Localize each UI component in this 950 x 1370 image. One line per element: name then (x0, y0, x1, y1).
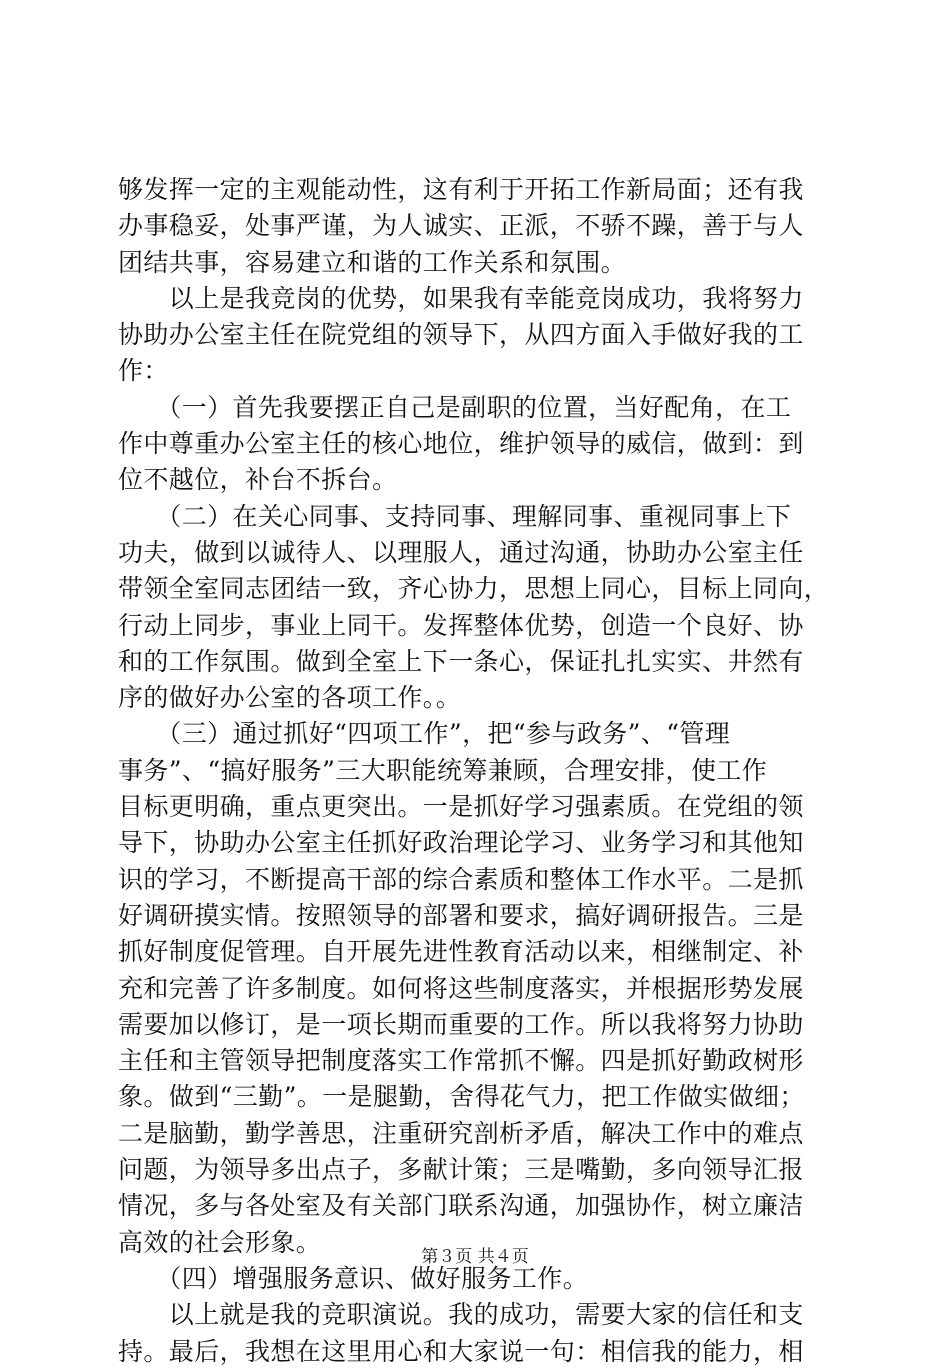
text-line: 功夫，做到以诚待人、以理服人，通过沟通，协助办公室主任 (118, 537, 804, 567)
text-line: 主任和主管领导把制度落实工作常抓不懈。四是抓好勤政树形 (118, 1046, 804, 1076)
text-line: 和的工作氛围。做到全室上下一条心，保证扎扎实实、井然有 (118, 646, 804, 676)
text-line: 作： (118, 356, 169, 386)
text-line: 行动上同步，事业上同干。发挥整体优势，创造一个良好、协 (118, 610, 804, 640)
text-line: 充和完善了许多制度。如何将这些制度落实，并根据形势发展 (118, 973, 804, 1003)
page-number-label: 第３页 共４页 (421, 1247, 529, 1267)
text-line: （二）在关心同事、支持同事、理解同事、重视同事上下 (118, 501, 792, 531)
text-line: 象。做到“三勤”。一是腿勤，舍得花气力，把工作做实做细； (118, 1082, 805, 1112)
text-line: 序的做好办公室的各项工作。。 (118, 683, 462, 713)
text-line: 二是脑勤，勤学善思，注重研究剖析矛盾，解决工作中的难点 (118, 1118, 804, 1148)
text-line: 目标更明确，重点更突出。一是抓好学习强素质。在党组的领 (118, 792, 804, 822)
text-line: 抓好制度促管理。自开展先进性教育活动以来，相继制定、补 (118, 937, 804, 967)
text-line: （四）增强服务意识、做好服务工作。 (118, 1263, 589, 1293)
page-footer (0, 1247, 950, 1267)
text-line: 协助办公室主任在院党组的领导下，从四方面入手做好我的工 (118, 320, 804, 350)
text-line: 团结共事，容易建立和谐的工作关系和氛围。 (118, 247, 627, 277)
text-line: 持。最后，我想在这里用心和大家说一句：相信我的能力，相 (118, 1336, 804, 1366)
text-line: 高效的社会形象。 (118, 1227, 322, 1257)
text-line: 带领全室同志团结一致，齐心协力，思想上同心，目标上同向， (118, 574, 830, 604)
document-body (118, 172, 834, 1370)
text-line: 情况，多与各处室及有关部门联系沟通，加强协作，树立廉洁 (118, 1191, 804, 1221)
text-line: 需要加以修订，是一项长期而重要的工作。所以我将努力协助 (118, 1009, 804, 1039)
text-line: （三）通过抓好“四项工作”，把“参与政务”、“管理 (118, 719, 731, 749)
text-line: 位不越位，补台不拆台。 (118, 465, 398, 495)
text-line: 事务”、“搞好服务”三大职能统筹兼顾，合理安排，使工作 (118, 755, 768, 785)
text-line: （一）首先我要摆正自己是副职的位置，当好配角，在工 (118, 392, 792, 422)
text-line: 问题，为领导多出点子，多献计策；三是嘴勤，多向领导汇报 (118, 1155, 804, 1185)
text-line: 以上是我竞岗的优势，如果我有幸能竞岗成功，我将努力 (118, 283, 804, 313)
text-line: 识的学习，不断提高干部的综合素质和整体工作水平。二是抓 (118, 864, 804, 894)
text-line: 导下，协助办公室主任抓好政治理论学习、业务学习和其他知 (118, 828, 804, 858)
text-line: 好调研摸实情。按照领导的部署和要求，搞好调研报告。三是 (118, 900, 804, 930)
text-line: 作中尊重办公室主任的核心地位，维护领导的威信，做到：到 (118, 429, 804, 459)
text-line: 以上就是我的竞职演说。我的成功，需要大家的信任和支 (118, 1300, 804, 1330)
text-line: 够发挥一定的主观能动性，这有利于开拓工作新局面；还有我 (118, 175, 804, 204)
text-line: 办事稳妥，处事严谨，为人诚实、正派，不骄不躁，善于与人 (118, 211, 804, 241)
